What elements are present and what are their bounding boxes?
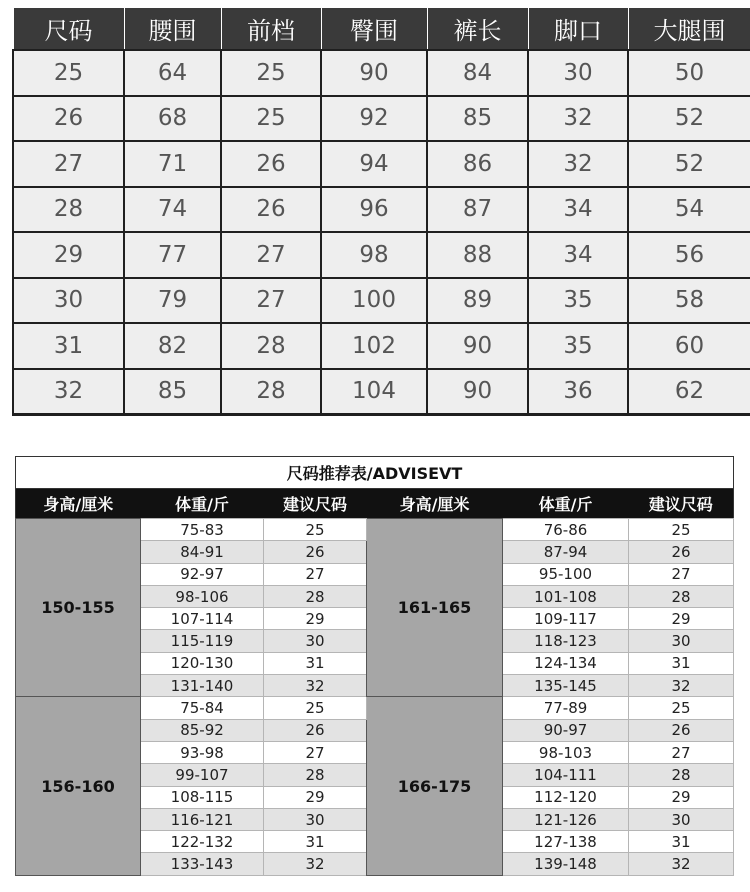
advice-size-cell: 31 bbox=[264, 831, 367, 853]
advice-weight-cell: 101-108 bbox=[503, 585, 629, 607]
size-chart-header-cell: 尺码 bbox=[13, 8, 124, 50]
advice-size-cell: 27 bbox=[264, 741, 367, 763]
size-advice-table bbox=[15, 456, 734, 876]
advice-size-cell: 32 bbox=[264, 675, 367, 697]
size-chart-cell: 71 bbox=[124, 141, 221, 187]
advice-weight-cell: 107-114 bbox=[141, 608, 264, 630]
size-chart-cell: 26 bbox=[221, 187, 321, 233]
size-chart-cell: 60 bbox=[628, 323, 750, 369]
advice-size-cell: 32 bbox=[629, 675, 734, 697]
advice-size-cell: 26 bbox=[264, 541, 367, 563]
size-chart-cell: 30 bbox=[528, 50, 628, 96]
advice-weight-cell: 127-138 bbox=[503, 831, 629, 853]
advice-weight-cell: 92-97 bbox=[141, 563, 264, 585]
advice-weight-cell: 139-148 bbox=[503, 853, 629, 875]
advice-title-row bbox=[16, 457, 734, 489]
size-chart-header-cell: 脚口 bbox=[528, 8, 628, 50]
advice-size-cell: 29 bbox=[629, 786, 734, 808]
advice-weight-cell: 75-83 bbox=[141, 519, 264, 541]
size-chart-cell: 31 bbox=[13, 323, 124, 369]
advice-size-cell: 26 bbox=[264, 719, 367, 741]
advice-height-range: 150-155 bbox=[16, 519, 141, 697]
advice-size-cell: 26 bbox=[629, 541, 734, 563]
size-chart-cell: 88 bbox=[427, 232, 528, 278]
size-chart-cell: 52 bbox=[628, 96, 750, 142]
advice-height-range: 156-160 bbox=[16, 697, 141, 875]
advice-row bbox=[16, 697, 734, 719]
advice-size-cell: 25 bbox=[629, 519, 734, 541]
advice-weight-cell: 135-145 bbox=[503, 675, 629, 697]
advice-size-cell: 29 bbox=[629, 608, 734, 630]
advice-size-cell: 28 bbox=[264, 585, 367, 607]
advice-weight-cell: 108-115 bbox=[141, 786, 264, 808]
size-chart-cell: 104 bbox=[321, 369, 427, 415]
size-chart-cell: 90 bbox=[427, 323, 528, 369]
size-chart-cell: 68 bbox=[124, 96, 221, 142]
size-chart-header-cell: 裤长 bbox=[427, 8, 528, 50]
size-chart-cell: 79 bbox=[124, 278, 221, 324]
size-chart-cell: 35 bbox=[528, 278, 628, 324]
advice-weight-cell: 112-120 bbox=[503, 786, 629, 808]
advice-size-cell: 30 bbox=[264, 630, 367, 652]
size-chart-cell: 84 bbox=[427, 50, 528, 96]
size-chart-cell: 100 bbox=[321, 278, 427, 324]
size-chart-cell: 27 bbox=[221, 232, 321, 278]
size-chart-cell: 28 bbox=[13, 187, 124, 233]
size-chart-cell: 92 bbox=[321, 96, 427, 142]
size-chart-row bbox=[13, 141, 750, 187]
advice-weight-cell: 85-92 bbox=[141, 719, 264, 741]
advice-weight-cell: 90-97 bbox=[503, 719, 629, 741]
advice-header-cell: 体重/斤 bbox=[503, 489, 629, 519]
advice-size-cell: 27 bbox=[264, 563, 367, 585]
size-chart-table bbox=[12, 8, 750, 416]
size-chart-cell: 87 bbox=[427, 187, 528, 233]
size-chart-cell: 32 bbox=[13, 369, 124, 415]
advice-size-cell: 25 bbox=[264, 519, 367, 541]
size-chart-cell: 82 bbox=[124, 323, 221, 369]
size-chart-cell: 58 bbox=[628, 278, 750, 324]
advice-size-cell: 25 bbox=[629, 697, 734, 719]
advice-size-cell: 27 bbox=[629, 563, 734, 585]
advice-weight-cell: 84-91 bbox=[141, 541, 264, 563]
size-chart-cell: 25 bbox=[13, 50, 124, 96]
advice-size-cell: 29 bbox=[264, 786, 367, 808]
advice-title: 尺码推荐表/ADVISEVT bbox=[16, 457, 734, 489]
advice-height-range: 161-165 bbox=[367, 519, 503, 697]
advice-weight-cell: 115-119 bbox=[141, 630, 264, 652]
size-chart-cell: 86 bbox=[427, 141, 528, 187]
advice-size-cell: 31 bbox=[264, 652, 367, 674]
size-chart-cell: 25 bbox=[221, 96, 321, 142]
advice-size-cell: 30 bbox=[629, 808, 734, 830]
size-chart-header-cell: 臀围 bbox=[321, 8, 427, 50]
size-chart-cell: 27 bbox=[221, 278, 321, 324]
size-chart-cell: 77 bbox=[124, 232, 221, 278]
size-chart-cell: 34 bbox=[528, 232, 628, 278]
advice-weight-cell: 122-132 bbox=[141, 831, 264, 853]
advice-weight-cell: 116-121 bbox=[141, 808, 264, 830]
size-chart-row bbox=[13, 187, 750, 233]
advice-header-cell: 建议尺码 bbox=[264, 489, 367, 519]
advice-weight-cell: 133-143 bbox=[141, 853, 264, 875]
size-chart-cell: 102 bbox=[321, 323, 427, 369]
advice-height-range: 166-175 bbox=[367, 697, 503, 875]
size-chart-cell: 90 bbox=[427, 369, 528, 415]
advice-size-cell: 27 bbox=[629, 741, 734, 763]
advice-header-cell: 身高/厘米 bbox=[16, 489, 141, 519]
advice-size-cell: 28 bbox=[629, 764, 734, 786]
advice-size-cell: 29 bbox=[264, 608, 367, 630]
advice-weight-cell: 76-86 bbox=[503, 519, 629, 541]
advice-size-cell: 31 bbox=[629, 831, 734, 853]
advice-size-cell: 32 bbox=[629, 853, 734, 875]
advice-weight-cell: 120-130 bbox=[141, 652, 264, 674]
advice-weight-cell: 77-89 bbox=[503, 697, 629, 719]
size-chart-cell: 34 bbox=[528, 187, 628, 233]
size-chart-cell: 27 bbox=[13, 141, 124, 187]
advice-weight-cell: 118-123 bbox=[503, 630, 629, 652]
advice-weight-cell: 98-106 bbox=[141, 585, 264, 607]
advice-size-cell: 28 bbox=[629, 585, 734, 607]
advice-weight-cell: 98-103 bbox=[503, 741, 629, 763]
advice-weight-cell: 95-100 bbox=[503, 563, 629, 585]
size-chart-cell: 25 bbox=[221, 50, 321, 96]
advice-weight-cell: 121-126 bbox=[503, 808, 629, 830]
advice-header-cell: 体重/斤 bbox=[141, 489, 264, 519]
size-chart-cell: 32 bbox=[528, 141, 628, 187]
advice-header-cell: 身高/厘米 bbox=[367, 489, 503, 519]
size-chart-cell: 90 bbox=[321, 50, 427, 96]
size-chart-cell: 35 bbox=[528, 323, 628, 369]
advice-size-cell: 28 bbox=[264, 764, 367, 786]
advice-weight-cell: 87-94 bbox=[503, 541, 629, 563]
size-chart-cell: 98 bbox=[321, 232, 427, 278]
size-chart-cell: 62 bbox=[628, 369, 750, 415]
advice-weight-cell: 109-117 bbox=[503, 608, 629, 630]
advice-weight-cell: 75-84 bbox=[141, 697, 264, 719]
size-chart-header-row bbox=[13, 8, 750, 50]
advice-header-cell: 建议尺码 bbox=[629, 489, 734, 519]
advice-weight-cell: 99-107 bbox=[141, 764, 264, 786]
advice-size-cell: 25 bbox=[264, 697, 367, 719]
advice-header-row bbox=[16, 489, 734, 519]
advice-size-cell: 30 bbox=[264, 808, 367, 830]
size-chart-row bbox=[13, 369, 750, 415]
size-chart-cell: 64 bbox=[124, 50, 221, 96]
size-chart-header-cell: 腰围 bbox=[124, 8, 221, 50]
size-chart-cell: 28 bbox=[221, 369, 321, 415]
advice-row bbox=[16, 519, 734, 541]
size-chart-cell: 74 bbox=[124, 187, 221, 233]
size-chart-cell: 52 bbox=[628, 141, 750, 187]
size-chart-row bbox=[13, 96, 750, 142]
size-chart-cell: 96 bbox=[321, 187, 427, 233]
size-chart-row bbox=[13, 323, 750, 369]
advice-weight-cell: 131-140 bbox=[141, 675, 264, 697]
size-chart-cell: 26 bbox=[221, 141, 321, 187]
size-chart-cell: 26 bbox=[13, 96, 124, 142]
size-chart-header-cell: 大腿围 bbox=[628, 8, 750, 50]
size-chart-cell: 85 bbox=[124, 369, 221, 415]
advice-weight-cell: 104-111 bbox=[503, 764, 629, 786]
size-chart-cell: 28 bbox=[221, 323, 321, 369]
advice-size-cell: 31 bbox=[629, 652, 734, 674]
size-chart-cell: 94 bbox=[321, 141, 427, 187]
size-chart-cell: 54 bbox=[628, 187, 750, 233]
advice-weight-cell: 93-98 bbox=[141, 741, 264, 763]
advice-size-cell: 26 bbox=[629, 719, 734, 741]
advice-size-cell: 32 bbox=[264, 853, 367, 875]
size-chart-cell: 85 bbox=[427, 96, 528, 142]
size-chart-row bbox=[13, 50, 750, 96]
size-chart-cell: 56 bbox=[628, 232, 750, 278]
size-chart-cell: 89 bbox=[427, 278, 528, 324]
size-chart-cell: 29 bbox=[13, 232, 124, 278]
size-chart-cell: 50 bbox=[628, 50, 750, 96]
size-chart-cell: 32 bbox=[528, 96, 628, 142]
size-chart-row bbox=[13, 232, 750, 278]
advice-weight-cell: 124-134 bbox=[503, 652, 629, 674]
size-chart-header-cell: 前档 bbox=[221, 8, 321, 50]
size-chart-row bbox=[13, 278, 750, 324]
advice-size-cell: 30 bbox=[629, 630, 734, 652]
size-chart-cell: 36 bbox=[528, 369, 628, 415]
size-chart-cell: 30 bbox=[13, 278, 124, 324]
